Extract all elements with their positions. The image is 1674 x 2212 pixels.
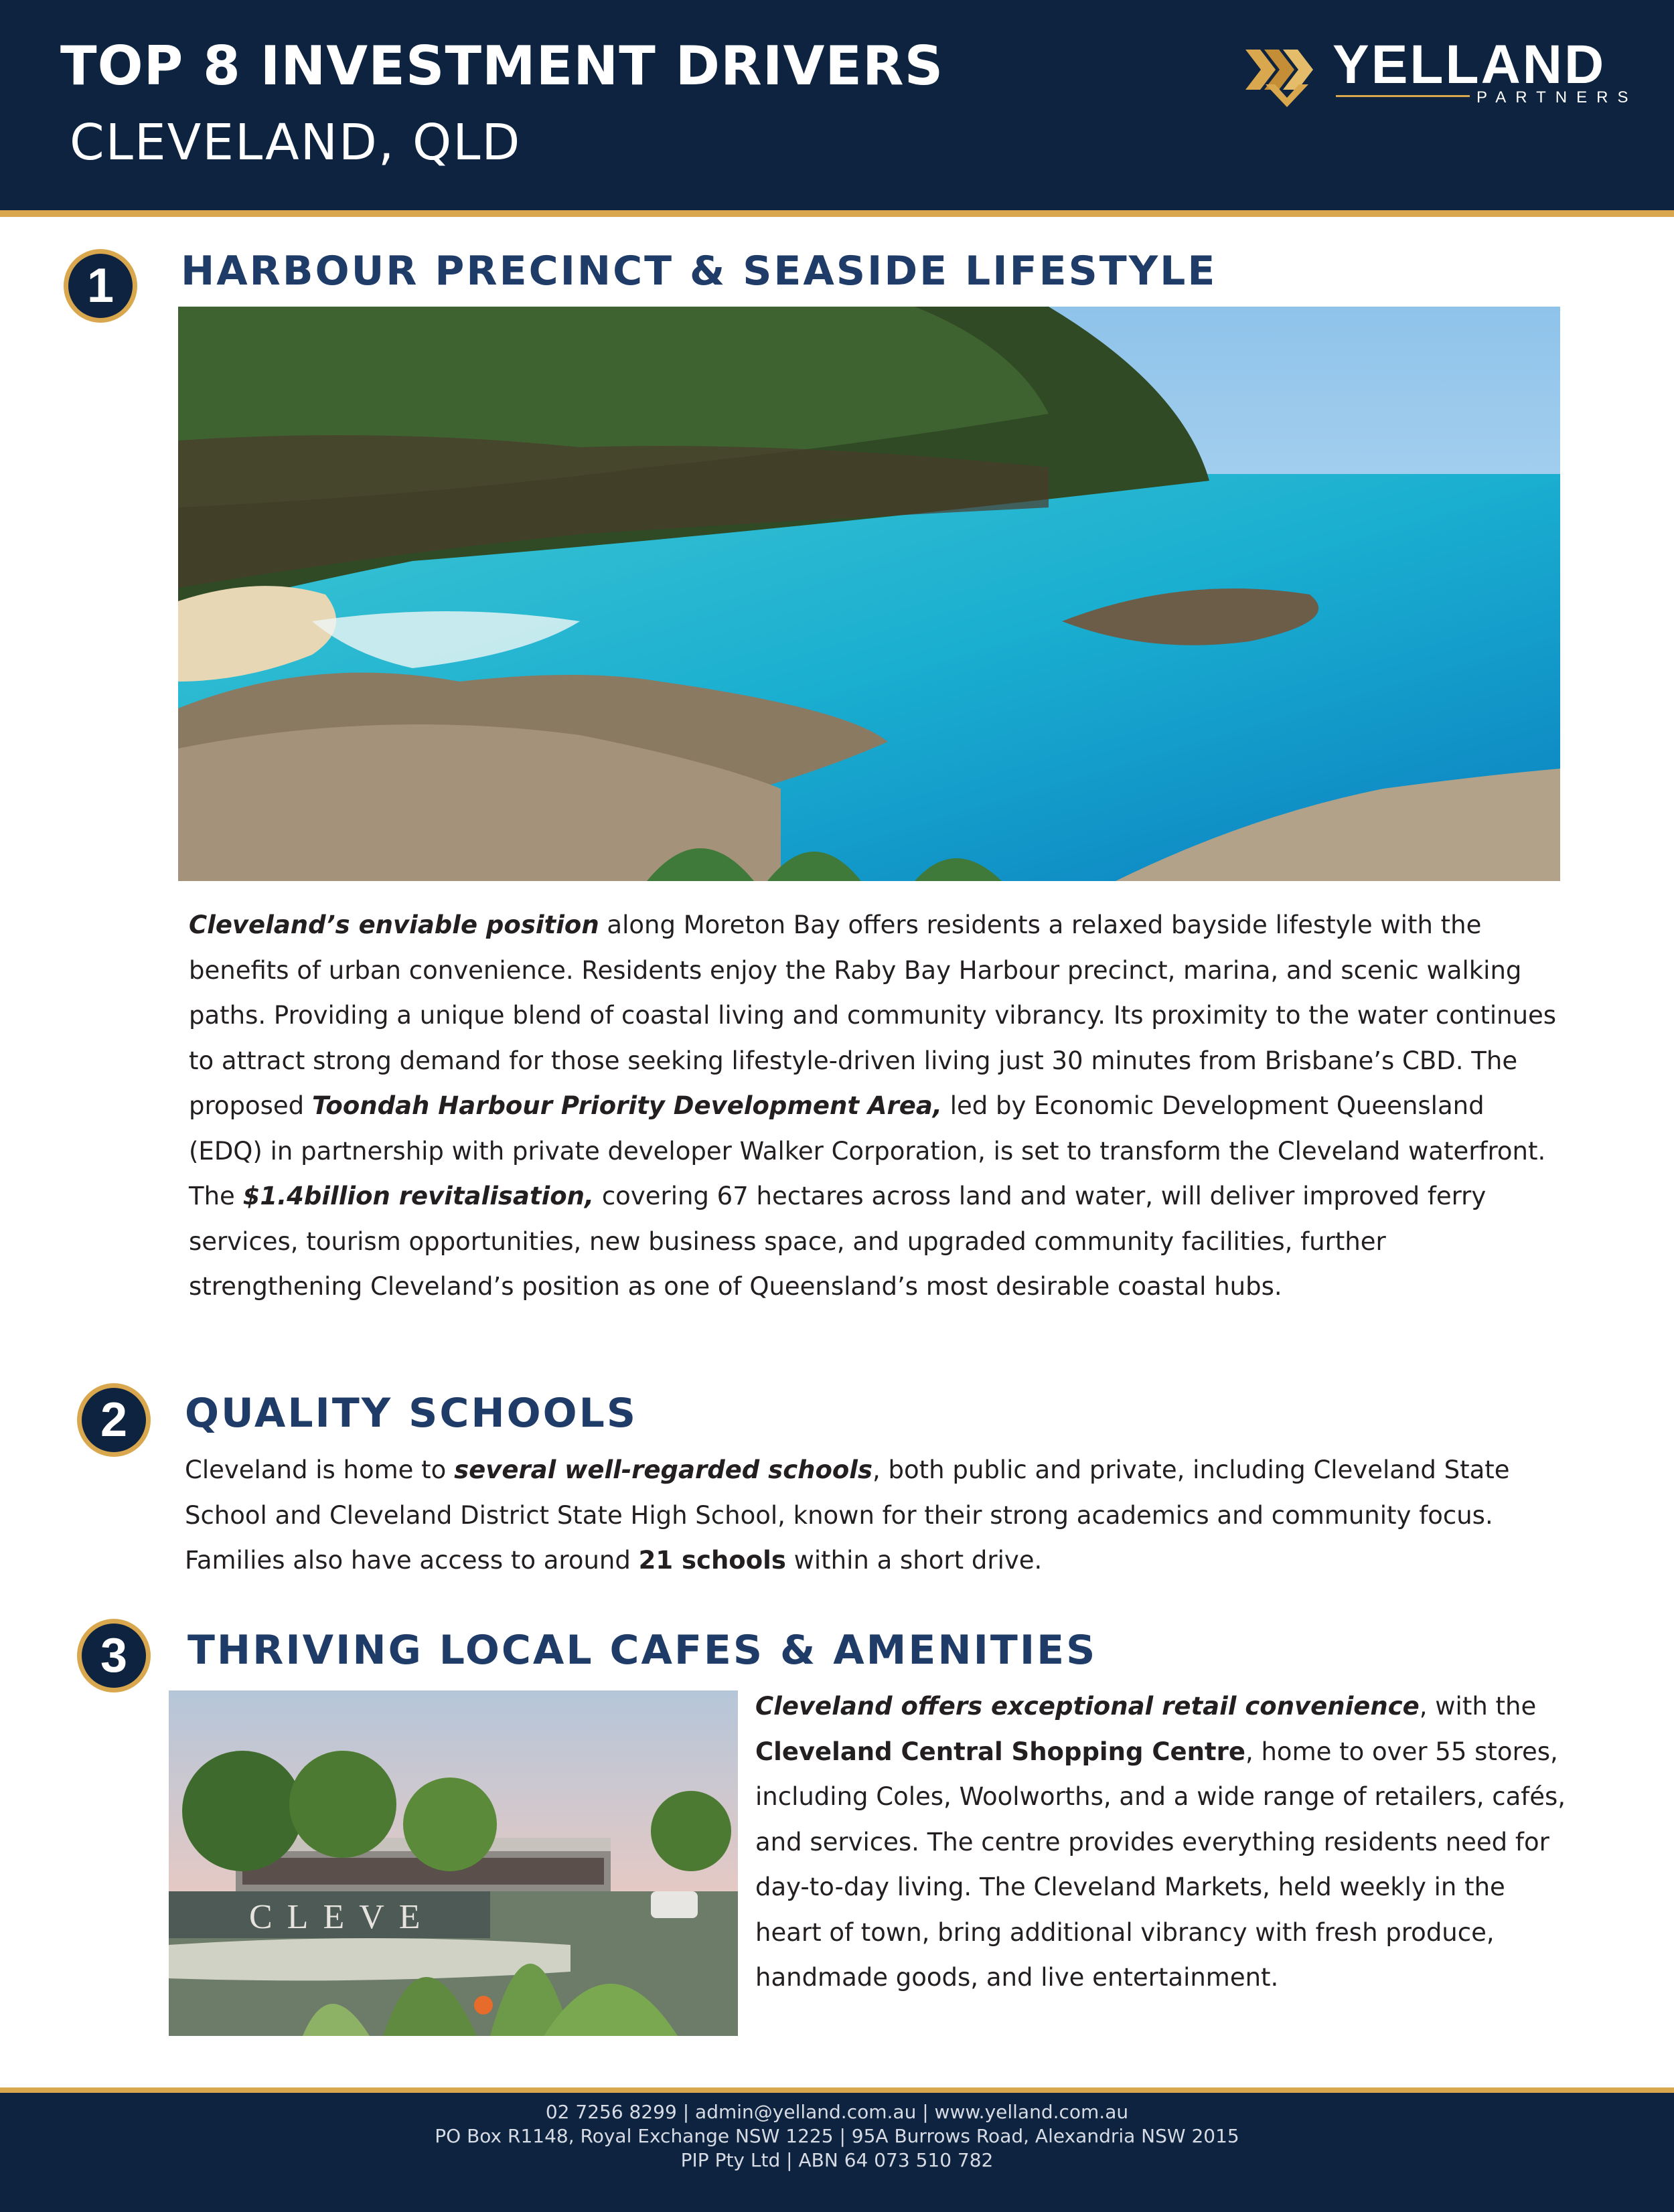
coastal-beach-photo — [178, 307, 1560, 881]
centre-sign-text: CLEVE — [249, 1898, 435, 1936]
page-title: TOP 8 INVESTMENT DRIVERS — [60, 35, 944, 97]
emphasis-schools: several well-regarded schools — [454, 1455, 873, 1484]
logo-subtext: PARTNERS — [1476, 88, 1638, 106]
section-3-title: THRIVING LOCAL CAFES & AMENITIES — [187, 1627, 1097, 1674]
section-3-number-badge: 3 — [77, 1619, 151, 1692]
section-1-number-badge: 1 — [64, 249, 137, 323]
emphasis-toondah-harbour: Toondah Harbour Priority Development Area, — [311, 1091, 942, 1120]
header-accent-rule — [0, 210, 1674, 217]
footer-address-line: PO Box R1148, Royal Exchange NSW 1225 | 95A Burrows Road, Alexandria NSW 2015 — [435, 2125, 1239, 2147]
body-span: , both public and private, including Cleveland State School and Cleveland District State High School, known for their strong academics and community focus. Families also have access to around — [185, 1455, 1510, 1575]
section-1-body — [189, 902, 1562, 1310]
body-span: , home to over 55 stores, including Coles, Woolworths, and a wide range of retailers, cafés, and services. The centre provides everything residents need for day-to-day living. The Cleveland Markets, held weekly in the heart of town, bring additional vibrancy with fresh produce, handmade goods, and live entertainment. — [755, 1737, 1566, 1992]
footer-abn-line: PIP Pty Ltd | ABN 64 073 510 782 — [680, 2149, 994, 2171]
emphasis-21-schools: 21 schools — [638, 1546, 786, 1575]
footer-contact-line[interactable]: 02 7256 8299 | admin@yelland.com.au | www.yelland.com.au — [545, 2101, 1129, 2123]
emphasis-retail-convenience: Cleveland offers exceptional retail convenience — [755, 1692, 1420, 1721]
body-span: within a short drive. — [785, 1546, 1043, 1575]
logo-rule — [1336, 95, 1470, 97]
body-span: Cleveland is home to — [185, 1455, 455, 1484]
chevron-logo-icon — [1245, 43, 1329, 107]
logo-wordmark: YELLAND — [1333, 34, 1606, 95]
body-span: along Moreton Bay offers residents a relaxed bayside lifestyle with the benefits of urban convenience. Residents enjoy the Raby Bay Harbour precinct, marina, and scenic walking paths. Providing a unique blend of coastal living and community vibrancy. Its proximity to the water continues to attract strong demand for those seeking lifestyle-driven living just 30 minutes from Brisbane’s CBD. The proposed — [189, 911, 1557, 1120]
section-2-body — [185, 1447, 1564, 1583]
emphasis-revitalisation: $1.4billion revitalisation, — [242, 1182, 595, 1210]
section-2-number-badge: 2 — [77, 1383, 151, 1457]
section-1-title: HARBOUR PRECINCT & SEASIDE LIFESTYLE — [181, 248, 1217, 295]
emphasis-cleveland-central: Cleveland Central Shopping Centre — [755, 1737, 1245, 1766]
yelland-logo[interactable] — [1245, 33, 1638, 121]
page-footer — [0, 2093, 1674, 2212]
emphasis-enviable-position: Cleveland’s enviable position — [189, 911, 599, 939]
page-header — [0, 0, 1674, 210]
section-3-body — [755, 1684, 1572, 2000]
section-2-title: QUALITY SCHOOLS — [185, 1390, 638, 1437]
body-span: led by Economic Development Queensland (EDQ) in partnership with private developer Walker Corporation, is set to transform the Cleveland waterfront. The — [189, 1091, 1546, 1210]
footer-accent-rule — [0, 2087, 1674, 2093]
shopping-centre-photo — [169, 1690, 738, 2036]
page-subtitle: CLEVELAND, QLD — [70, 114, 522, 171]
body-span: covering 67 hectares across land and water, will deliver improved ferry services, tourism opportunities, new business space, and upgraded community facilities, further strengthening Cleveland’s position as one of Queensland’s most desirable coastal hubs. — [189, 1182, 1487, 1301]
body-span: , with the — [1419, 1692, 1537, 1721]
